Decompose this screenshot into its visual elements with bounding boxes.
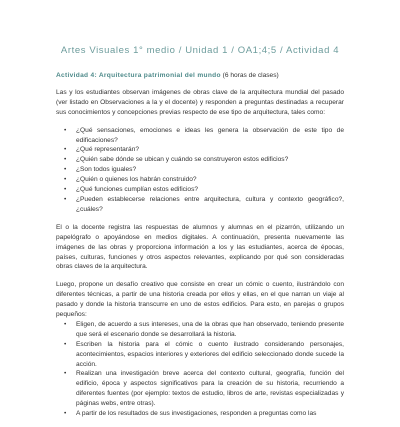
page-header: Artes Visuales 1° medio / Unidad 1 / OA1;4;5 / Actividad 4 (60, 45, 340, 56)
activity-title (56, 71, 344, 81)
activity-label: Actividad 4: Arquitectura patrimonial del mundo (56, 72, 221, 79)
list-item: • ¿Qué sensaciones, emociones e ideas les genera la observación de este tipo de edificaciones? (68, 126, 344, 146)
list-item: • Realizan una investigación breve acerca del contexto cultural, geografía, función del edificio, época y aspectos significativos para la creación de su historia, recurriendo a diferentes fuentes (por ejemplo: textos de estudio, libros de arte, revistas especializadas y páginas webs, entre otras). (68, 369, 344, 409)
teacher-paragraph: El o la docente registra las respuestas de alumnos y alumnas en el pizarrón, utilizando un papelógrafo o apoyándose en medios digitales. A continuación, presenta nuevamente las imágenes de las obras y proporciona información a los y las estudiantes, acerca de épocas, países, culturas, funciones y otros aspectos relevantes, explicando por qué son consideradas obras claves de la arquitectura. (56, 223, 344, 271)
intro-paragraph: Las y los estudiantes observan imágenes de obras clave de la arquitectura mundial del pasado (ver listado en Observaciones a la y el docente) y responden a preguntas destinadas a recuperar sus conocimientos y concepciones previas respecto de ese tipo de arquitectura, tales como: (56, 88, 344, 116)
document-body (56, 71, 344, 427)
list-item: • Escriben la historia para el cómic o cuento ilustrado considerando personajes, acontecimientos, espacios interiores y exteriores del edificio seleccionado donde sucede la acción. (68, 340, 344, 370)
list-item: • ¿Qué funciones cumplían estos edificios? (68, 185, 344, 195)
activity-hours: (6 horas de clases) (220, 72, 279, 79)
list-item: • Eligen, de acuerdo a sus intereses, una de la obras que han observado, teniendo presente que será el escenario donde se desarrollará la historia. (68, 320, 344, 340)
questions-list (56, 126, 344, 215)
list-item: • ¿Pueden establecerse relaciones entre arquitectura, cultura y contexto geográfico?, ¿cuáles? (68, 195, 344, 215)
list-item: • ¿Son todos iguales? (68, 165, 344, 175)
list-item: • ¿Quién sabe dónde se ubican y cuándo se construyeron estos edificios? (68, 155, 344, 165)
challenge-paragraph: Luego, propone un desafío creativo que consiste en crear un cómic o cuento, ilustrándolo con diferentes técnicas, a partir de una historia creada por ellos y ellas, en el que narran un viaje al pasado y donde la historia transcurre en uno de estos edificios. Para esto, en parejas o grupos pequeños: (56, 281, 344, 319)
list-item: • ¿Qué representarán? (68, 145, 344, 155)
list-item: • ¿Quién o quienes los habrán construido? (68, 175, 344, 185)
steps-list (56, 320, 344, 419)
list-item: • A partir de los resultados de sus investigaciones, responden a preguntas como las (68, 409, 344, 419)
